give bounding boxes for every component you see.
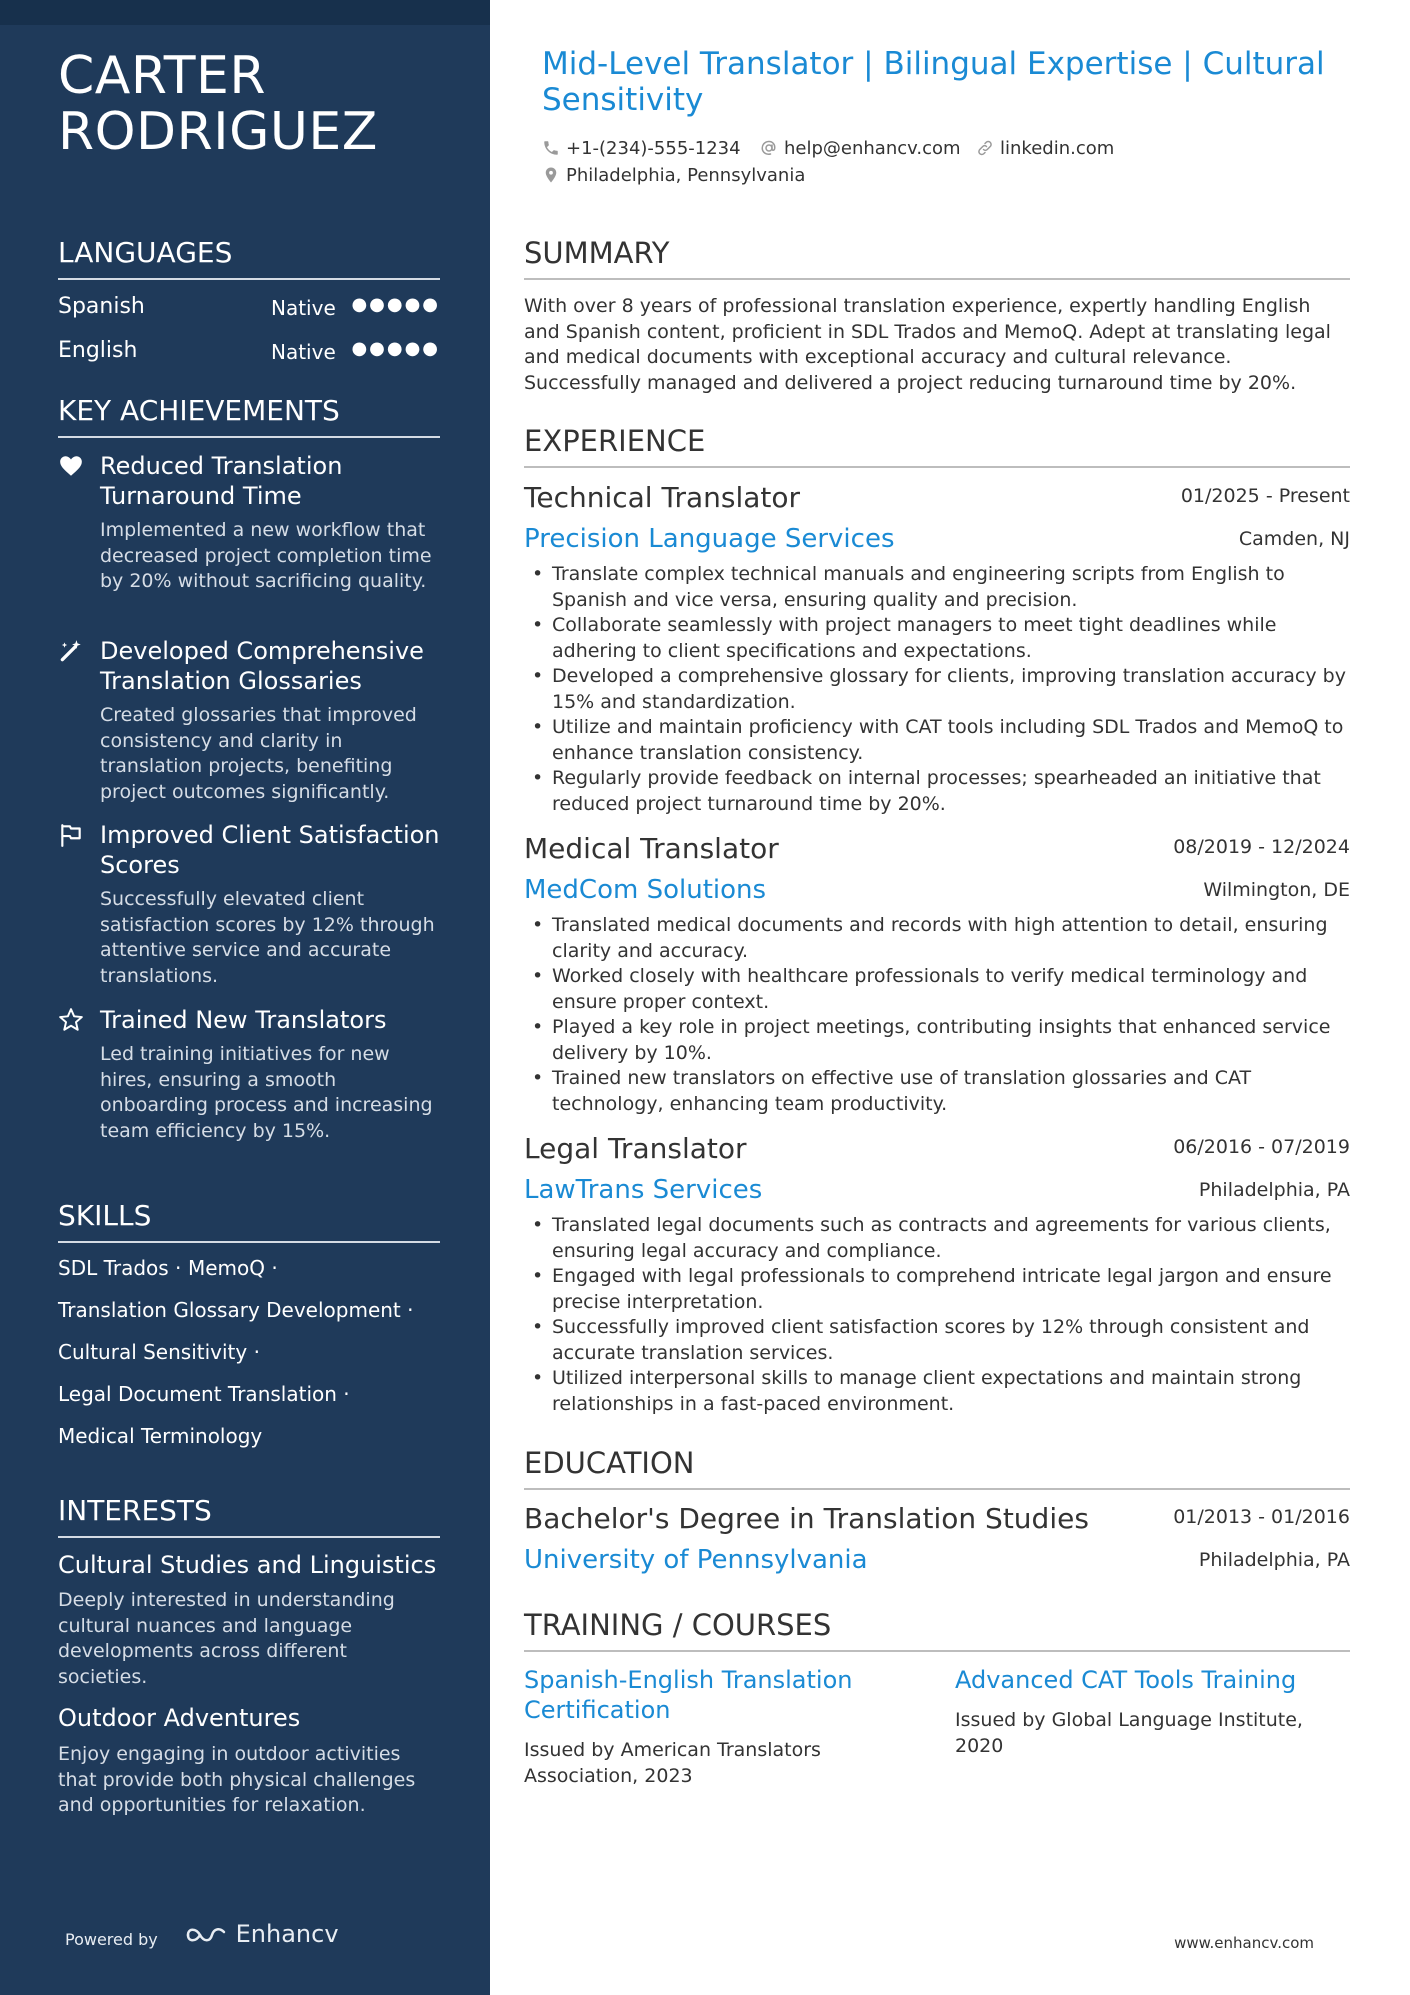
training-heading: TRAINING / COURSES xyxy=(524,1608,1350,1652)
job-role: Legal Translator xyxy=(524,1132,747,1165)
enhancv-logo-icon xyxy=(184,1923,228,1947)
job-bullets xyxy=(524,562,1354,817)
phone-icon xyxy=(542,139,560,157)
footer-website[interactable]: www.enhancv.com xyxy=(1174,1934,1314,1952)
job-dates: 06/2016 - 07/2019 xyxy=(1173,1136,1350,1158)
course-description: Issued by Global Language Institute, 2020 xyxy=(955,1709,1303,1757)
achievement-title: Improved Client Satisfaction Scores xyxy=(100,821,440,879)
location-text: Philadelphia, Pennsylvania xyxy=(566,165,806,186)
achievement-title: Developed Comprehensive Translation Glossaries xyxy=(100,637,424,695)
location-pin-icon xyxy=(542,166,560,184)
language-level: Native xyxy=(271,340,336,364)
skill-item: Translation Glossary Development · xyxy=(58,1298,414,1322)
sidebar-top-strip xyxy=(0,0,490,25)
achievement-title: Reduced Translation Turnaround Time xyxy=(100,452,343,510)
language-row xyxy=(58,338,440,372)
candidate-name: CARTER RODRIGUEZ xyxy=(58,46,378,162)
language-name: English xyxy=(58,338,138,363)
job-location: Philadelphia, PA xyxy=(1198,1179,1350,1201)
job-bullet: • Collaborate seamlessly with project managers to meet tight deadlines while adhering to client specifications and expectations. xyxy=(524,613,1354,664)
job-bullet: • Translated medical documents and records with high attention to detail, ensuring clarity and accuracy. xyxy=(524,913,1354,964)
skill-item: Medical Terminology xyxy=(58,1424,263,1448)
skills-heading: SKILLS xyxy=(58,1199,440,1243)
achievement-description: Led training initiatives for new hires, ensuring a smooth onboarding process and increasing team efficiency by 15%. xyxy=(100,1043,433,1142)
interest-title: Outdoor Adventures xyxy=(58,1704,301,1732)
job-company: Precision Language Services xyxy=(524,524,895,554)
education-heading: EDUCATION xyxy=(524,1446,1350,1490)
powered-by-label: Powered by xyxy=(65,1930,158,1949)
main-content xyxy=(490,0,1410,1995)
achievements-heading: KEY ACHIEVEMENTS xyxy=(58,394,440,438)
language-row xyxy=(58,294,440,328)
job-location: Wilmington, DE xyxy=(1203,879,1350,901)
achievement-title: Trained New Translators xyxy=(100,1006,387,1034)
education-school: University of Pennsylvania xyxy=(524,1545,868,1575)
skill-item: Legal Document Translation · xyxy=(58,1382,350,1406)
interest-description: Deeply interested in understanding cultural nuances and language developments across different societies. xyxy=(58,1589,395,1688)
job-bullet: • Successfully improved client satisfaction scores by 12% through consistent and accurate translation services. xyxy=(524,1315,1354,1366)
achievement-description: Created glossaries that improved consistency and clarity in translation projects, benefiting project outcomes significantly. xyxy=(100,704,417,803)
contact-location xyxy=(542,165,805,186)
job-bullet: • Trained new translators on effective use of translation glossaries and CAT technology, enhancing team productivity. xyxy=(524,1066,1354,1117)
skill-item: MemoQ · xyxy=(188,1256,278,1280)
course-title: Spanish-English Translation Certification xyxy=(524,1666,853,1724)
job-bullet: • Played a key role in project meetings, contributing insights that enhanced service delivery by 10%. xyxy=(524,1015,1354,1066)
languages-heading: LANGUAGES xyxy=(58,236,440,280)
job-bullet: • Engaged with legal professionals to comprehend intricate legal jargon and ensure precise interpretation. xyxy=(524,1264,1354,1315)
magic-wand-icon xyxy=(58,638,84,664)
star-icon xyxy=(58,1007,84,1033)
contact-phone[interactable] xyxy=(542,138,741,159)
contact-email[interactable] xyxy=(760,138,961,159)
language-level-dots: ●●●●● xyxy=(351,338,440,359)
enhancv-logo[interactable] xyxy=(184,1920,339,1948)
interests-heading: INTERESTS xyxy=(58,1494,440,1538)
job-bullet: • Translated legal documents such as contracts and agreements for various clients, ensuring legal accuracy and compliance. xyxy=(524,1213,1354,1264)
job-role: Technical Translator xyxy=(524,481,801,514)
job-bullet: • Developed a comprehensive glossary for clients, improving translation accuracy by 15% and standardization. xyxy=(524,664,1354,715)
contact-linkedin[interactable] xyxy=(976,138,1114,159)
interest-title: Cultural Studies and Linguistics xyxy=(58,1551,437,1579)
job-company: LawTrans Services xyxy=(524,1175,763,1205)
job-bullet: • Utilized interpersonal skills to manage client expectations and maintain strong relationships in a fast-paced environment. xyxy=(524,1366,1354,1417)
email-text: help@enhancv.com xyxy=(784,138,961,159)
enhancv-logo-text: Enhancv xyxy=(235,1920,339,1948)
language-level: Native xyxy=(271,296,336,320)
education-degree: Bachelor's Degree in Translation Studies xyxy=(524,1502,1089,1535)
job-bullet: • Utilize and maintain proficiency with CAT tools including SDL Trados and MemoQ to enhance translation consistency. xyxy=(524,715,1354,766)
sidebar xyxy=(0,0,490,1995)
skill-item: SDL Trados · xyxy=(58,1256,182,1280)
course-title: Advanced CAT Tools Training xyxy=(955,1666,1297,1694)
flag-icon xyxy=(58,822,84,848)
job-bullet: • Translate complex technical manuals and engineering scripts from English to Spanish and vice versa, ensuring quality and precision. xyxy=(524,562,1354,613)
at-sign-icon xyxy=(760,139,778,157)
summary-heading: SUMMARY xyxy=(524,236,1350,280)
education-dates: 01/2013 - 01/2016 xyxy=(1173,1506,1350,1528)
job-location: Camden, NJ xyxy=(1238,528,1350,550)
job-role: Medical Translator xyxy=(524,832,779,865)
job-dates: 08/2019 - 12/2024 xyxy=(1173,836,1350,858)
language-level-dots: ●●●●● xyxy=(351,294,440,315)
skill-item: Cultural Sensitivity · xyxy=(58,1340,260,1364)
job-company: MedCom Solutions xyxy=(524,875,767,905)
job-bullets xyxy=(524,1213,1354,1417)
job-bullet: • Regularly provide feedback on internal processes; spearheaded an initiative that reduced project turnaround time by 20%. xyxy=(524,766,1354,817)
job-bullet: • Worked closely with healthcare professionals to verify medical terminology and ensure proper context. xyxy=(524,964,1354,1015)
achievement-description: Successfully elevated client satisfaction scores by 12% through attentive service and accurate translations. xyxy=(100,888,435,987)
link-icon xyxy=(976,139,994,157)
achievement-description: Implemented a new workflow that decreased project completion time by 20% without sacrificing quality. xyxy=(100,519,432,592)
linkedin-text: linkedin.com xyxy=(1000,138,1115,159)
heart-icon xyxy=(58,453,84,479)
headline: Mid-Level Translator | Bilingual Expertise | Cultural Sensitivity xyxy=(542,46,1325,118)
phone-text: +1-(234)-555-1234 xyxy=(566,138,741,159)
interest-description: Enjoy engaging in outdoor activities that provide both physical challenges and opportunities for relaxation. xyxy=(58,1743,416,1816)
education-location: Philadelphia, PA xyxy=(1198,1549,1350,1571)
job-bullets xyxy=(524,913,1354,1117)
summary-text: With over 8 years of professional translation experience, expertly handling English and Spanish content, proficient in SDL Trados and MemoQ. Adept at translating legal and medical documents with exceptional accuracy and cultural relevance. Successfully managed and delivered a project reducing turnaround time by 20%. xyxy=(524,295,1331,394)
course-description: Issued by American Translators Association, 2023 xyxy=(524,1739,821,1787)
experience-heading: EXPERIENCE xyxy=(524,424,1350,468)
language-name: Spanish xyxy=(58,294,145,319)
job-dates: 01/2025 - Present xyxy=(1180,485,1350,507)
